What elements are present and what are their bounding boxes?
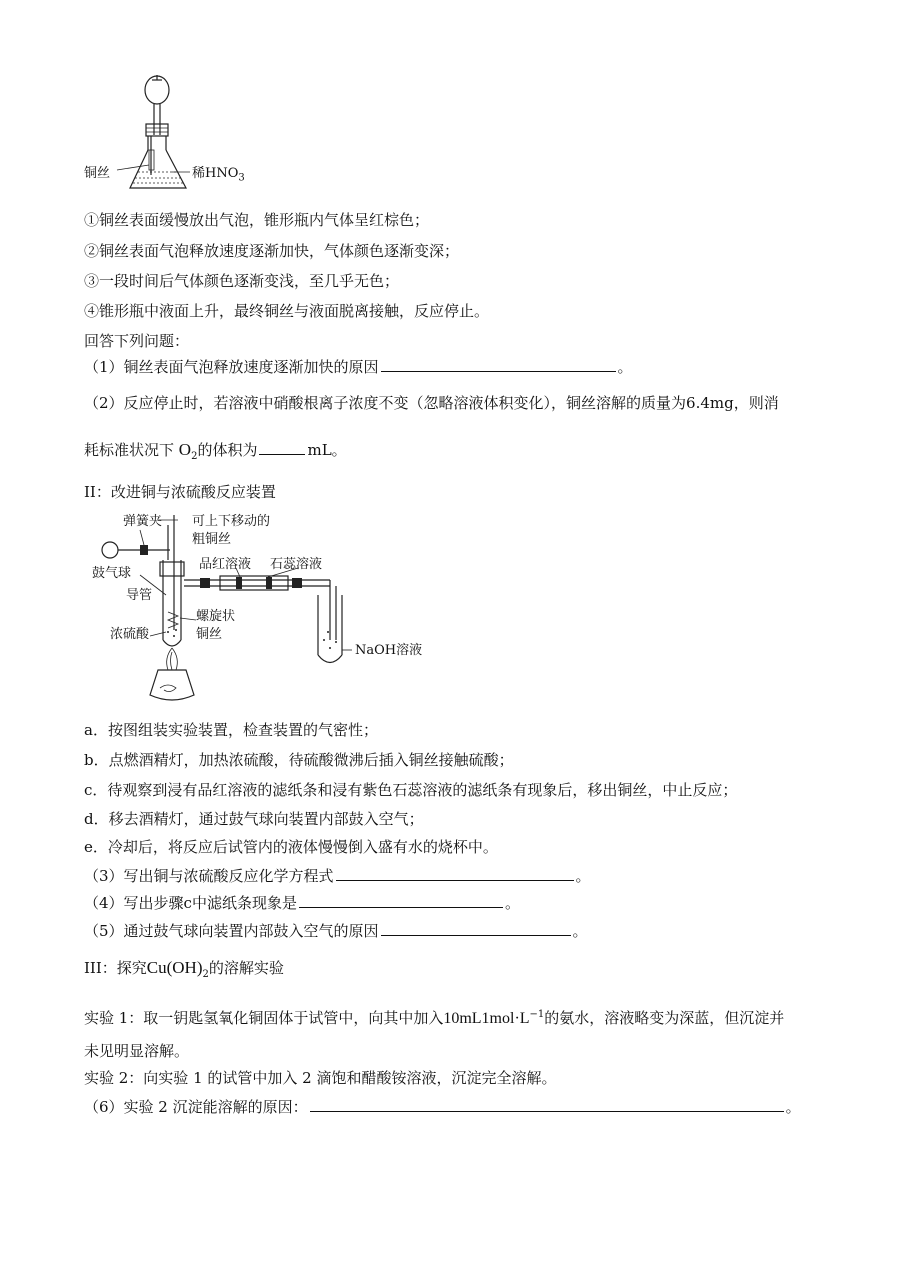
step-d: d．移去酒精灯，通过鼓气球向装置内部鼓入空气； xyxy=(84,810,424,828)
step-b: b．点燃酒精灯，加热浓硫酸，待硫酸微沸后插入铜丝接触硫酸； xyxy=(84,751,514,769)
observation-3: ③一段时间后气体颜色逐渐变浅，至几乎无色； xyxy=(84,272,400,290)
copper-hydroxide-formula: Cu(OH) xyxy=(146,958,203,977)
question-1-end: 。 xyxy=(617,358,633,376)
question-6 xyxy=(84,1097,801,1117)
label-spiral-2: 铜丝 xyxy=(196,627,223,642)
step-c: c．待观察到浸有品红溶液的滤纸条和浸有紫色石蕊溶液的滤纸条有现象后，移出铜丝，中止反应； xyxy=(84,781,738,799)
section-2-title: II：改进铜与浓硫酸反应装置 xyxy=(84,483,276,501)
question-2-line-1: （2）反应停止时，若溶液中硝酸根离子浓度不变（忽略溶液体积变化），铜丝溶解的质量为6.4mg，则消 xyxy=(84,394,779,412)
question-2-end: mL。 xyxy=(307,441,347,459)
label-delivery-tube: 导管 xyxy=(126,588,153,603)
label-movable-wire-2: 粗铜丝 xyxy=(192,532,232,547)
oxygen-symbol: O xyxy=(178,440,192,459)
label-spring-clip: 弹簧夹 xyxy=(123,514,163,529)
question-3 xyxy=(84,866,591,886)
answer-prompt: 回答下列问题： xyxy=(84,332,190,350)
label-spiral-1: 螺旋状 xyxy=(196,609,236,624)
label-air-bulb: 鼓气球 xyxy=(92,566,132,581)
question-2-mid: 的体积为 xyxy=(197,441,258,459)
question-6-end: 。 xyxy=(785,1098,801,1116)
answer-blank-4[interactable] xyxy=(299,893,503,908)
step-e: e．冷却后，将反应后试管内的液体慢慢倒入盛有水的烧杯中。 xyxy=(84,838,498,856)
label-conc-sulfuric: 浓硫酸 xyxy=(110,627,150,642)
experiment-1-line-2: 未见明显溶解。 xyxy=(84,1042,190,1060)
formula-subscript: 2 xyxy=(202,969,209,980)
label-acid-text: 稀HNO xyxy=(192,166,239,181)
question-5-text: （5）通过鼓气球向装置内部鼓入空气的原因 xyxy=(84,922,379,940)
label-naoh-solution: NaOH溶液 xyxy=(355,643,423,658)
question-5-end: 。 xyxy=(572,922,588,940)
question-6-text: （6）实验 2 沉淀能溶解的原因： xyxy=(84,1098,308,1116)
label-movable-wire-1: 可上下移动的 xyxy=(192,514,271,529)
question-4-end: 。 xyxy=(504,894,520,912)
question-1-text: （1）铜丝表面气泡释放速度逐渐加快的原因 xyxy=(84,358,379,376)
section-3-title-pre: III：探究 xyxy=(84,959,147,977)
concentration-superscript: −1 xyxy=(529,1009,545,1020)
answer-blank-3[interactable] xyxy=(336,866,574,881)
section-3-title xyxy=(84,958,284,985)
ammonia-concentration: 10mL1mol·L xyxy=(443,1010,530,1027)
answer-blank-6[interactable] xyxy=(310,1097,784,1112)
label-copper-wire: 铜丝 xyxy=(84,166,111,181)
label-litmus-solution: 石蕊溶液 xyxy=(270,557,323,572)
experiment-1-line-1 xyxy=(84,1005,784,1029)
experiment-1-post: 的氨水，溶液略变为深蓝，但沉淀并 xyxy=(544,1009,785,1027)
observation-1: ①铜丝表面缓慢放出气泡，锥形瓶内气体呈红棕色； xyxy=(84,211,430,229)
label-acid-subscript: 3 xyxy=(238,172,245,184)
answer-blank-5[interactable] xyxy=(381,921,571,936)
question-3-text: （3）写出铜与浓硫酸反应化学方程式 xyxy=(84,867,334,885)
experiment-2: 实验 2：向实验 1 的试管中加入 2 滴饱和醋酸铵溶液，沉淀完全溶解。 xyxy=(84,1069,557,1087)
step-a: a．按图组装实验装置，检查装置的气密性； xyxy=(84,721,378,739)
label-magenta-solution: 品红溶液 xyxy=(199,557,252,572)
question-5 xyxy=(84,921,588,941)
observation-4: ④锥形瓶中液面上升，最终铜丝与液面脱离接触，反应停止。 xyxy=(84,302,490,320)
experiment-1-pre: 实验 1：取一钥匙氢氧化铜固体于试管中，向其中加入 xyxy=(84,1009,444,1027)
question-4-text: （4）写出步骤c中滤纸条现象是 xyxy=(84,894,297,912)
oxygen-subscript: 2 xyxy=(191,451,198,462)
observation-2: ②铜丝表面气泡释放速度逐渐加快，气体颜色逐渐变深； xyxy=(84,242,460,260)
question-4 xyxy=(84,893,520,913)
question-3-end: 。 xyxy=(575,867,591,885)
section-3-title-post: 的溶解实验 xyxy=(208,959,284,977)
question-2-pre: 耗标准状况下 xyxy=(84,441,175,459)
